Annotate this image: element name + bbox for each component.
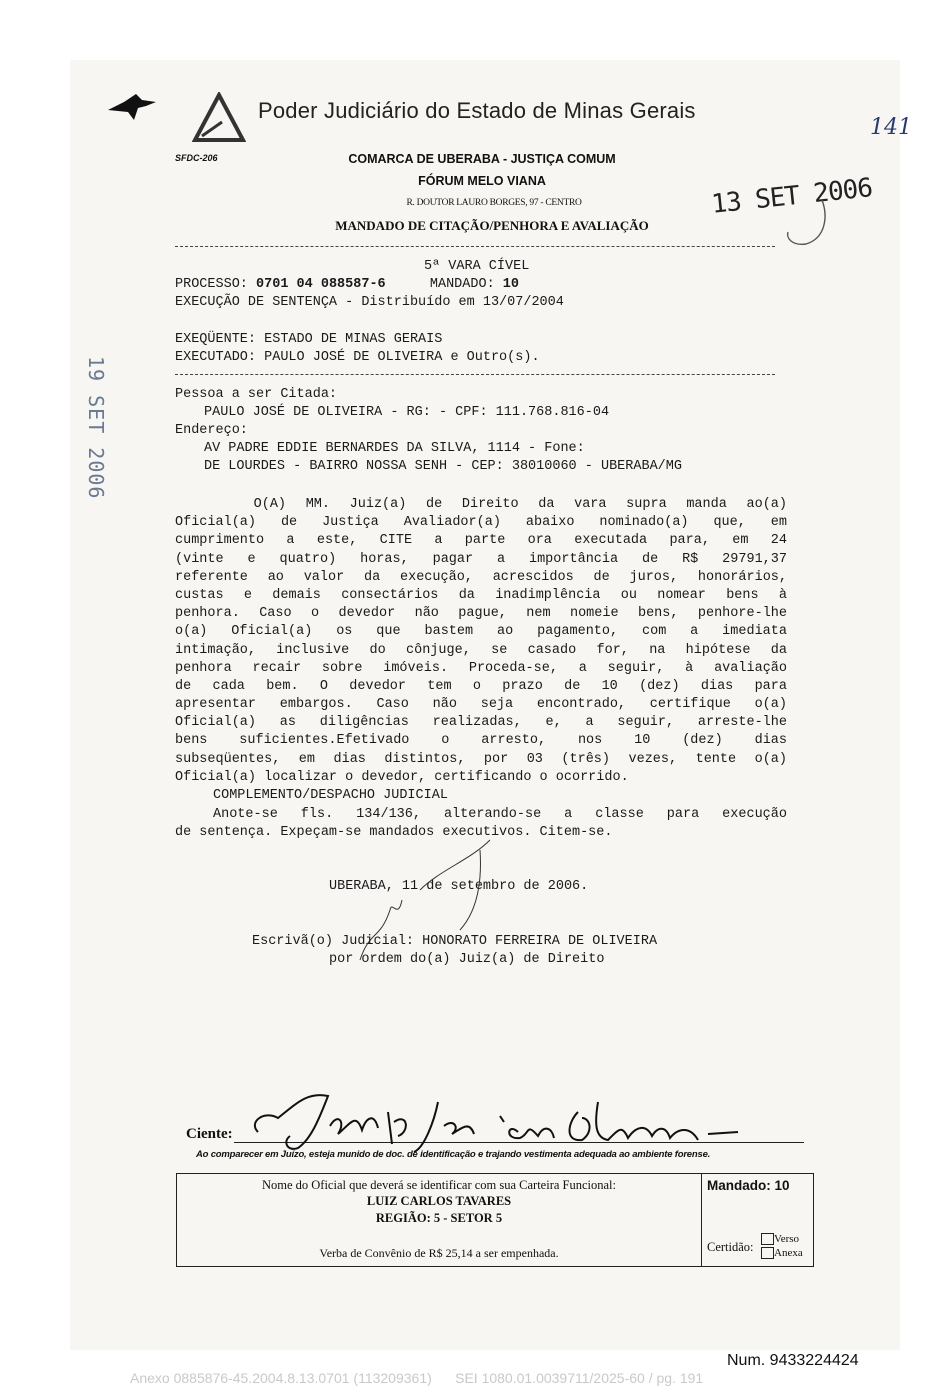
body-line: custas e demais consectários da inadimplência ou nomear bens à <box>175 587 787 603</box>
certidao-options <box>761 1232 803 1260</box>
complemento-heading: COMPLEMENTO/DESPACHO JUDICIAL <box>213 788 448 803</box>
place-date: UBERABA, 11 de setembro de 2006. <box>329 879 589 894</box>
body-line: bens suficientes.Efetivado o arresto, nos 10 (dez) dias <box>175 733 787 749</box>
body-line: subseqüentes, em dias distintos, por 03 (três) vezes, tente o(a) <box>175 751 787 767</box>
ink-blot-mark <box>106 92 158 126</box>
document-title: MANDADO DE CITAÇÃO/PENHORA E AVALIAÇÃO <box>335 218 649 233</box>
footer-sources: Anexo 0885876-45.2004.8.13.0701 (113209361) SEI 1080.01.0039711/2025-60 / pg. 191 <box>130 1370 704 1386</box>
anexa-checkbox[interactable] <box>761 1247 774 1259</box>
person-label: Pessoa a ser Citada: <box>175 387 338 402</box>
order-line: por ordem do(a) Juiz(a) de Direito <box>329 952 605 967</box>
body-line: Oficial(a) as diligências realizadas, e, a seguir, arreste-lhe <box>175 715 787 731</box>
box-divider <box>701 1174 702 1266</box>
complemento-line: Anote-se fls. 134/136, alterando-se a classe para execução <box>213 807 787 822</box>
ciente-note: Ao comparecer em Juízo, esteja munido de doc. de identificação e trajando vestimenta adequada ao ambiente forense. <box>196 1149 711 1160</box>
body-line: cumprimento a este, CITE a parte ora executada para, em 24 <box>175 533 787 549</box>
stamp-circle-mark <box>782 194 828 250</box>
body-line: referente ao valor da execução, acrescidos de juros, honorários, <box>175 569 787 585</box>
verba-note: Verba de Convênio de R$ 25,14 a ser empenhada. <box>319 1246 559 1260</box>
body-line: penhora. Caso o devedor não pague, nem nomeie bens, penhore-lhe <box>175 606 787 622</box>
processo-number: 0701 04 088587-6 <box>256 277 386 292</box>
officer-region: REGIÃO: 5 - SETOR 5 <box>375 1211 503 1225</box>
address-line-1: AV PADRE EDDIE BERNARDES DA SILVA, 1114 - Fone: <box>204 441 585 456</box>
address-line-2: DE LOURDES - BAIRRO NOSSA SENH - CEP: 38010060 - UBERABA/MG <box>204 459 682 474</box>
execucao-line: EXECUÇÃO DE SENTENÇA - Distribuído em 13/07/2004 <box>175 295 564 310</box>
body-line: Oficial(a) localizar o devedor, certificando o ocorrido. <box>175 769 629 785</box>
officer-name: LUIZ CARLOS TAVARES <box>366 1194 512 1208</box>
body-line: penhora recair sobre imóveis. Proceda-se, a seguir, à avaliação <box>175 660 787 676</box>
received-date-stamp: 13 SET 2006 <box>710 173 874 220</box>
complemento-line: de sentença. Expeçam-se mandados executivos. Citem-se. <box>175 825 613 841</box>
certidao-label: Certidão: <box>707 1240 754 1254</box>
verso-checkbox[interactable] <box>761 1233 774 1245</box>
address-label: Endereço: <box>175 423 248 438</box>
processo-line <box>175 277 519 292</box>
dashed-divider <box>175 246 775 247</box>
judiciary-logo-icon <box>192 92 246 144</box>
forum-heading: FÓRUM MELO VIANA <box>418 174 546 188</box>
body-line: apresentar embargos. Caso não seja encontrado, certifique o(a) <box>175 697 787 713</box>
ciente-label: Ciente: <box>186 1126 233 1142</box>
executado-line: EXECUTADO: PAULO JOSÉ DE OLIVEIRA e Outro(s). <box>175 350 540 365</box>
body-line: Oficial(a) de Justiça Avaliador(a) abaixo nominado(a) que, em <box>175 515 787 531</box>
comarca-heading: COMARCA DE UBERABA - JUSTIÇA COMUM <box>348 152 616 166</box>
officer-intro: Nome do Oficial que deverá se identificar com sua Carteira Funcional: <box>261 1178 617 1192</box>
clerk-signature-mark <box>350 830 510 970</box>
body-line: de cada bem. O devedor tem o prazo de 10 (dez) dias para <box>175 678 787 694</box>
body-line: intimação, inclusive do cônjuge, se casado for, na hipótese da <box>175 642 787 658</box>
body-line: o(a) Oficial(a) os que bastem ao pagamento, com a imediata <box>175 624 787 640</box>
processo-label: PROCESSO: <box>175 277 248 292</box>
mandate-body <box>175 496 787 787</box>
form-code: SFDC-206 <box>175 153 218 163</box>
verso-label: Verso <box>774 1233 800 1245</box>
dashed-divider <box>175 374 775 375</box>
vara-label: 5ª VARA CÍVEL <box>424 259 530 274</box>
anexa-label: Anexa <box>774 1247 803 1259</box>
handwritten-page-number: 141 <box>870 115 912 140</box>
court-address: R. DOUTOR LAURO BORGES, 97 - CENTRO <box>406 198 582 208</box>
mandado-label: MANDADO: <box>429 277 495 292</box>
box-mandado: Mandado: 10 <box>707 1178 790 1193</box>
officer-box <box>176 1173 814 1267</box>
side-date-stamp: 19 SET 2006 <box>84 356 108 500</box>
court-title: Poder Judiciário do Estado de Minas Gerais <box>258 98 696 123</box>
mandado-number: 10 <box>502 277 519 292</box>
clerk-line: Escrivã(o) Judicial: HONORATO FERREIRA DE OLIVEIRA <box>252 934 658 949</box>
body-line: (vinte e quatro) horas, pagar a importância de R$ 29791,37 <box>175 551 787 567</box>
body-line: O(A) MM. Juiz(a) de Direito da vara supra manda ao(a) <box>175 497 787 512</box>
person-identity: PAULO JOSÉ DE OLIVEIRA - RG: - CPF: 111.768.816-04 <box>204 405 610 420</box>
exequente-line: EXEQÜENTE: ESTADO DE MINAS GERAIS <box>175 332 443 347</box>
document-number: Num. 9433224424 <box>727 1352 859 1369</box>
